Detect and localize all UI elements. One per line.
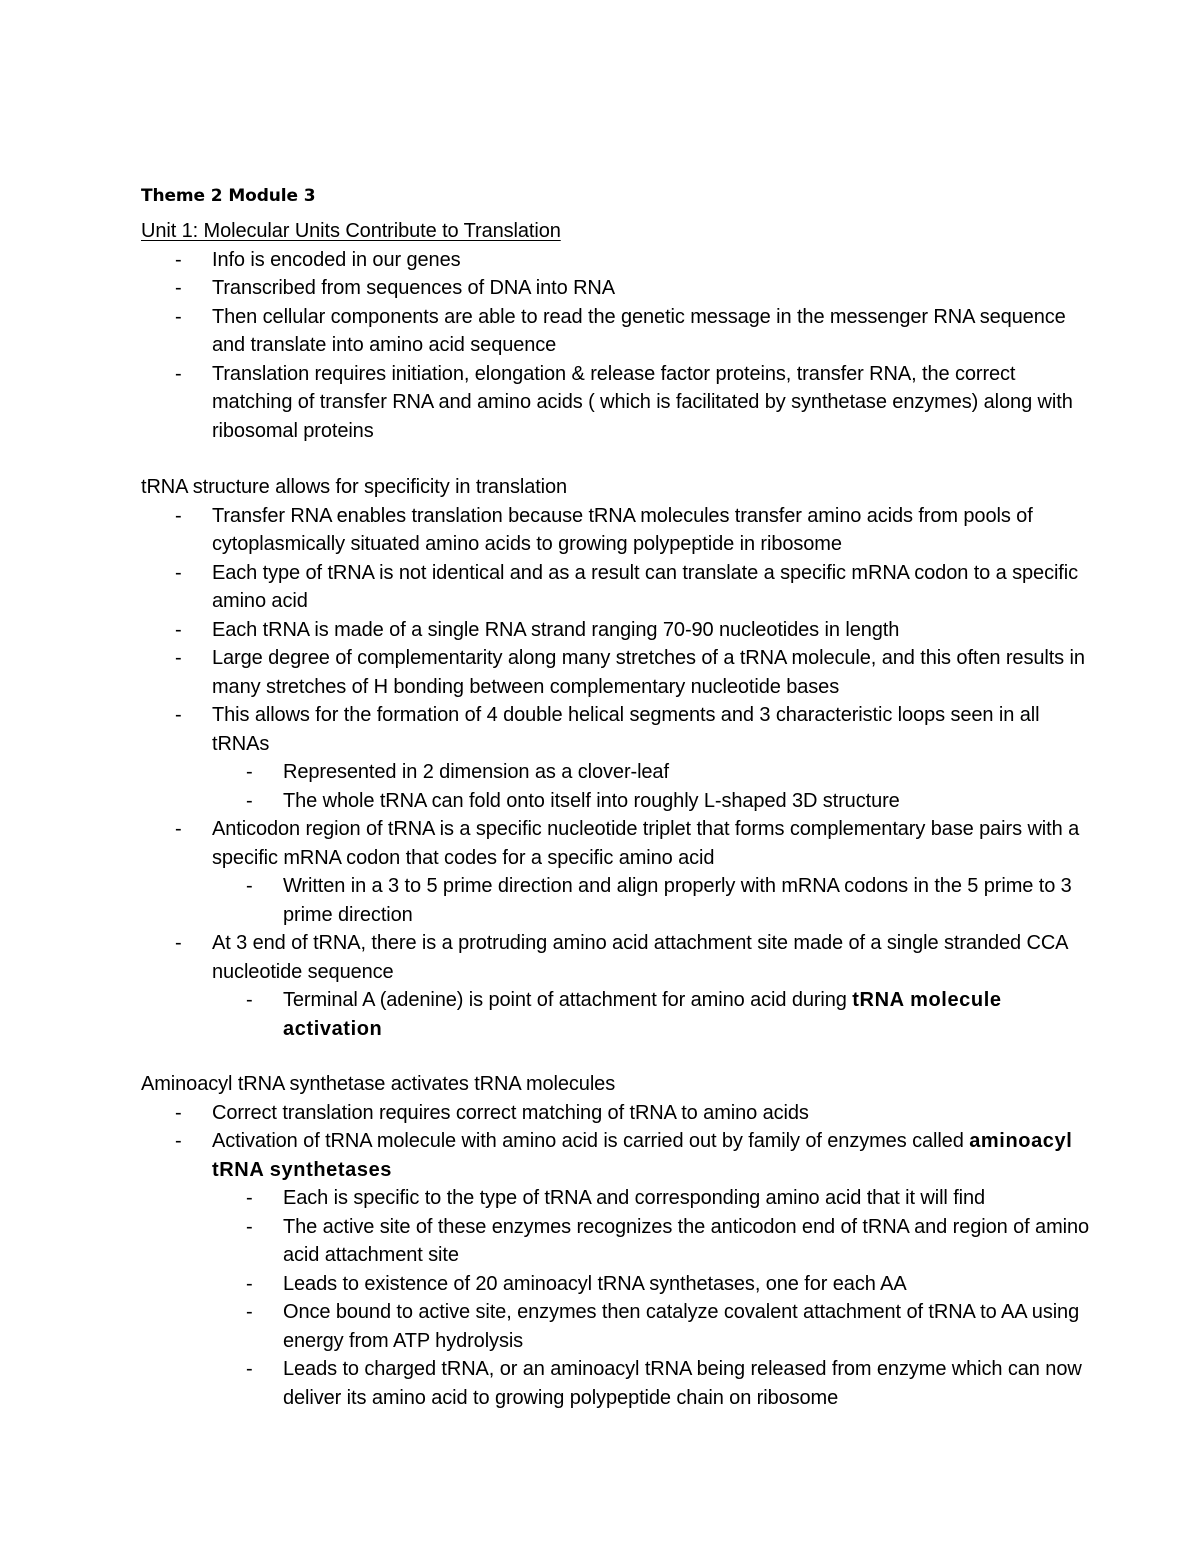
sub-list-item	[212, 1270, 1101, 1299]
dash-bullet: -	[175, 504, 182, 527]
dash-bullet: -	[246, 1272, 253, 1295]
dash-bullet: -	[175, 704, 182, 726]
sub-list-item-text: Terminal A (adenine) is point of attachment for amino acid during	[283, 989, 853, 1011]
sub-list-item-text: Leads to existence of 20 aminoacyl tRNA synthetases, one for each AA	[283, 1272, 907, 1295]
list-item	[141, 929, 1101, 1043]
dash-bullet: -	[175, 1130, 182, 1152]
bullet-list	[141, 502, 1101, 1044]
list-item	[141, 274, 1101, 303]
dash-bullet: -	[175, 647, 182, 669]
dash-bullet: -	[175, 818, 182, 840]
dash-bullet: -	[175, 1101, 182, 1124]
list-item-text: At 3 end of tRNA, there is a protruding amino acid attachment site made of a single stranded CCA nucleotide sequence	[212, 932, 1068, 983]
section-unit-1	[141, 217, 1101, 445]
list-item-text: Anticodon region of tRNA is a specific nucleotide triplet that forms complementary base pairs with a specific mRNA codon that codes for a specific amino acid	[212, 818, 1080, 869]
dash-bullet: -	[246, 1215, 253, 1238]
sub-list-item	[212, 986, 1101, 1043]
list-item-text: This allows for the formation of 4 double helical segments and 3 characteristic loops seen in all tRNAs	[212, 704, 1040, 755]
list-item	[141, 1099, 1101, 1128]
sub-list-item	[212, 787, 1101, 816]
list-item-text: Correct translation requires correct matching of tRNA to amino acids	[212, 1101, 809, 1124]
sub-list-item	[212, 1355, 1101, 1412]
list-item-text: Transfer RNA enables translation because tRNA molecules transfer amino acids from pools of cytoplasmically situated amino acids to growing polypeptide in ribosome	[212, 504, 1033, 555]
dash-bullet: -	[246, 789, 253, 812]
sub-list-item-text: Once bound to active site, enzymes then catalyze covalent attachment of tRNA to AA using energy from ATP hydrolysis	[283, 1301, 1080, 1352]
sub-bullet-list	[212, 872, 1101, 929]
list-item	[141, 303, 1101, 360]
sub-list-item-text: The whole tRNA can fold onto itself into roughly L-shaped 3D structure	[283, 789, 900, 812]
list-item	[141, 815, 1101, 929]
list-item	[141, 360, 1101, 446]
dash-bullet: -	[175, 561, 182, 584]
sub-bullet-list	[212, 758, 1101, 815]
dash-bullet: -	[246, 875, 253, 897]
sub-list-item-text: Written in a 3 to 5 prime direction and align properly with mRNA codons in the 5 prime to 3 prime direction	[283, 875, 1072, 926]
bullet-list	[141, 246, 1101, 446]
sub-list-item-text: The active site of these enzymes recognizes the anticodon end of tRNA and region of amino acid attachment site	[283, 1215, 1090, 1266]
list-item-text: Info is encoded in our genes	[212, 248, 461, 271]
sub-bullet-list	[212, 1184, 1101, 1412]
sub-list-item-text: Each is specific to the type of tRNA and corresponding amino acid that it will find	[283, 1187, 986, 1209]
dash-bullet: -	[175, 305, 182, 328]
dash-bullet: -	[246, 1301, 253, 1323]
dash-bullet: -	[175, 618, 182, 641]
bold-term: tRNA molecule activation	[283, 989, 1002, 1040]
list-item	[141, 559, 1101, 616]
list-item-text: Transcribed from sequences of DNA into RNA	[212, 277, 616, 299]
section-trna-structure	[141, 473, 1101, 1043]
dash-bullet: -	[175, 362, 182, 385]
list-item-text: Each tRNA is made of a single RNA strand ranging 70-90 nucleotides in length	[212, 618, 900, 641]
sub-list-item	[212, 1184, 1101, 1213]
list-item-text: Activation of tRNA molecule with amino acid is carried out by family of enzymes called	[212, 1130, 970, 1152]
document-title: Theme 2 Module 3	[141, 186, 316, 206]
dash-bullet: -	[246, 989, 253, 1011]
bold-term: aminoacyl tRNA synthetases	[212, 1130, 1073, 1181]
dash-bullet: -	[175, 248, 182, 271]
section-heading: tRNA structure allows for specificity in translation	[141, 476, 568, 498]
dash-bullet: -	[246, 761, 253, 783]
section-heading: Unit 1: Molecular Units Contribute to Translation	[141, 220, 561, 242]
list-item	[141, 502, 1101, 559]
list-item	[141, 701, 1101, 815]
dash-bullet: -	[175, 277, 182, 299]
list-item-text: Translation requires initiation, elongation & release factor proteins, transfer RNA, the correct matching of transfer RNA and amino acids ( which is facilitated by synthetase enzymes) along with ribosomal proteins	[212, 362, 1073, 442]
dash-bullet: -	[246, 1358, 253, 1380]
bullet-list	[141, 1099, 1101, 1413]
dash-bullet: -	[246, 1187, 253, 1209]
sub-list-item-text: Leads to charged tRNA, or an aminoacyl tRNA being released from enzyme which can now deliver its amino acid to growing polypeptide chain on ribosome	[283, 1358, 1082, 1409]
list-item-text: Each type of tRNA is not identical and as a result can translate a specific mRNA codon to a specific amino acid	[212, 561, 1079, 612]
sub-list-item	[212, 1213, 1101, 1270]
dash-bullet: -	[175, 932, 182, 954]
sub-list-item	[212, 872, 1101, 929]
section-aminoacyl-trna-synthetase	[141, 1070, 1101, 1412]
list-item-text: Large degree of complementarity along many stretches of a tRNA molecule, and this often results in many stretches of H bonding between complementary nucleotide bases	[212, 647, 1085, 698]
list-item	[141, 616, 1101, 645]
list-item	[141, 246, 1101, 275]
list-item-text: Then cellular components are able to read the genetic message in the messenger RNA sequence and translate into amino acid sequence	[212, 305, 1066, 356]
sub-list-item-text: Represented in 2 dimension as a clover-leaf	[283, 761, 669, 783]
sub-list-item	[212, 758, 1101, 787]
list-item	[141, 1127, 1101, 1412]
list-item	[141, 644, 1101, 701]
sub-bullet-list	[212, 986, 1101, 1043]
section-heading: Aminoacyl tRNA synthetase activates tRNA molecules	[141, 1073, 616, 1095]
sub-list-item	[212, 1298, 1101, 1355]
